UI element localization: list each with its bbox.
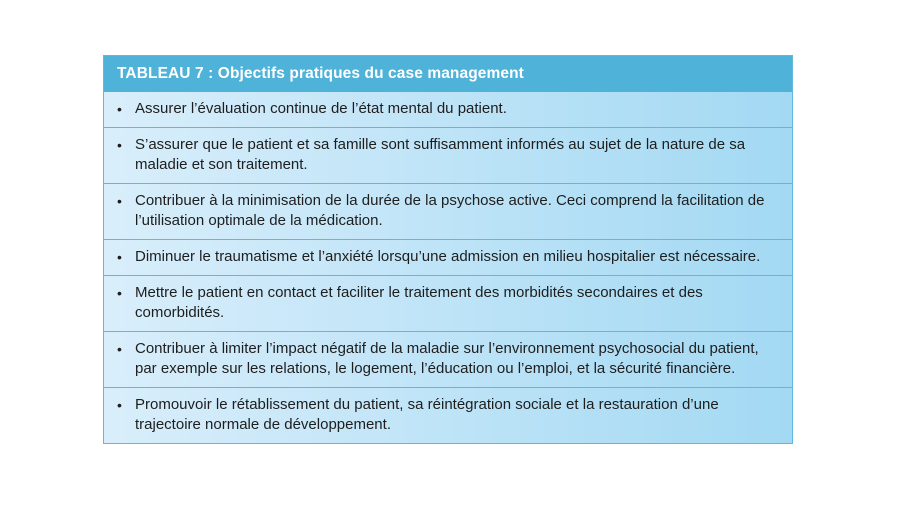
- row-text: Contribuer à limiter l’impact négatif de la maladie sur l’environnement psychosocial du patient, par exemple sur les relations, le logement, l’éducation ou l’emploi, et la sécurité financière.: [135, 340, 759, 377]
- row-text: S’assurer que le patient et sa famille sont suffisamment informés au sujet de la nature de sa maladie et son traitement.: [135, 136, 746, 173]
- row-text: Diminuer le traumatisme et l’anxiété lorsqu’une admission en milieu hospitalier est nécessaire.: [135, 248, 761, 265]
- bullet-icon: •: [117, 137, 122, 153]
- bullet-icon: •: [117, 249, 122, 265]
- bullet-icon: •: [117, 285, 122, 301]
- table-row: [104, 275, 792, 331]
- table-row: [104, 183, 792, 239]
- table-row: [104, 387, 792, 443]
- table-title: TABLEAU 7 : Objectifs pratiques du case management: [104, 56, 792, 92]
- table-row: [104, 127, 792, 183]
- table-row: [104, 92, 792, 127]
- table-row: [104, 239, 792, 275]
- bullet-icon: •: [117, 341, 122, 357]
- row-text: Assurer l’évaluation continue de l’état mental du patient.: [135, 100, 507, 117]
- table-row: [104, 331, 792, 387]
- row-text: Promouvoir le rétablissement du patient, sa réintégration sociale et la restauration d’une trajectoire normale de développement.: [135, 396, 719, 433]
- bullet-icon: •: [117, 397, 122, 413]
- row-text: Contribuer à la minimisation de la durée de la psychose active. Ceci comprend la facilitation de l’utilisation optimale de la médication.: [135, 192, 765, 229]
- row-text: Mettre le patient en contact et faciliter le traitement des morbidités secondaires et des comorbidités.: [135, 284, 703, 321]
- bullet-icon: •: [117, 193, 122, 209]
- tableau-7-objectifs-table: [103, 55, 793, 444]
- bullet-icon: •: [117, 101, 122, 117]
